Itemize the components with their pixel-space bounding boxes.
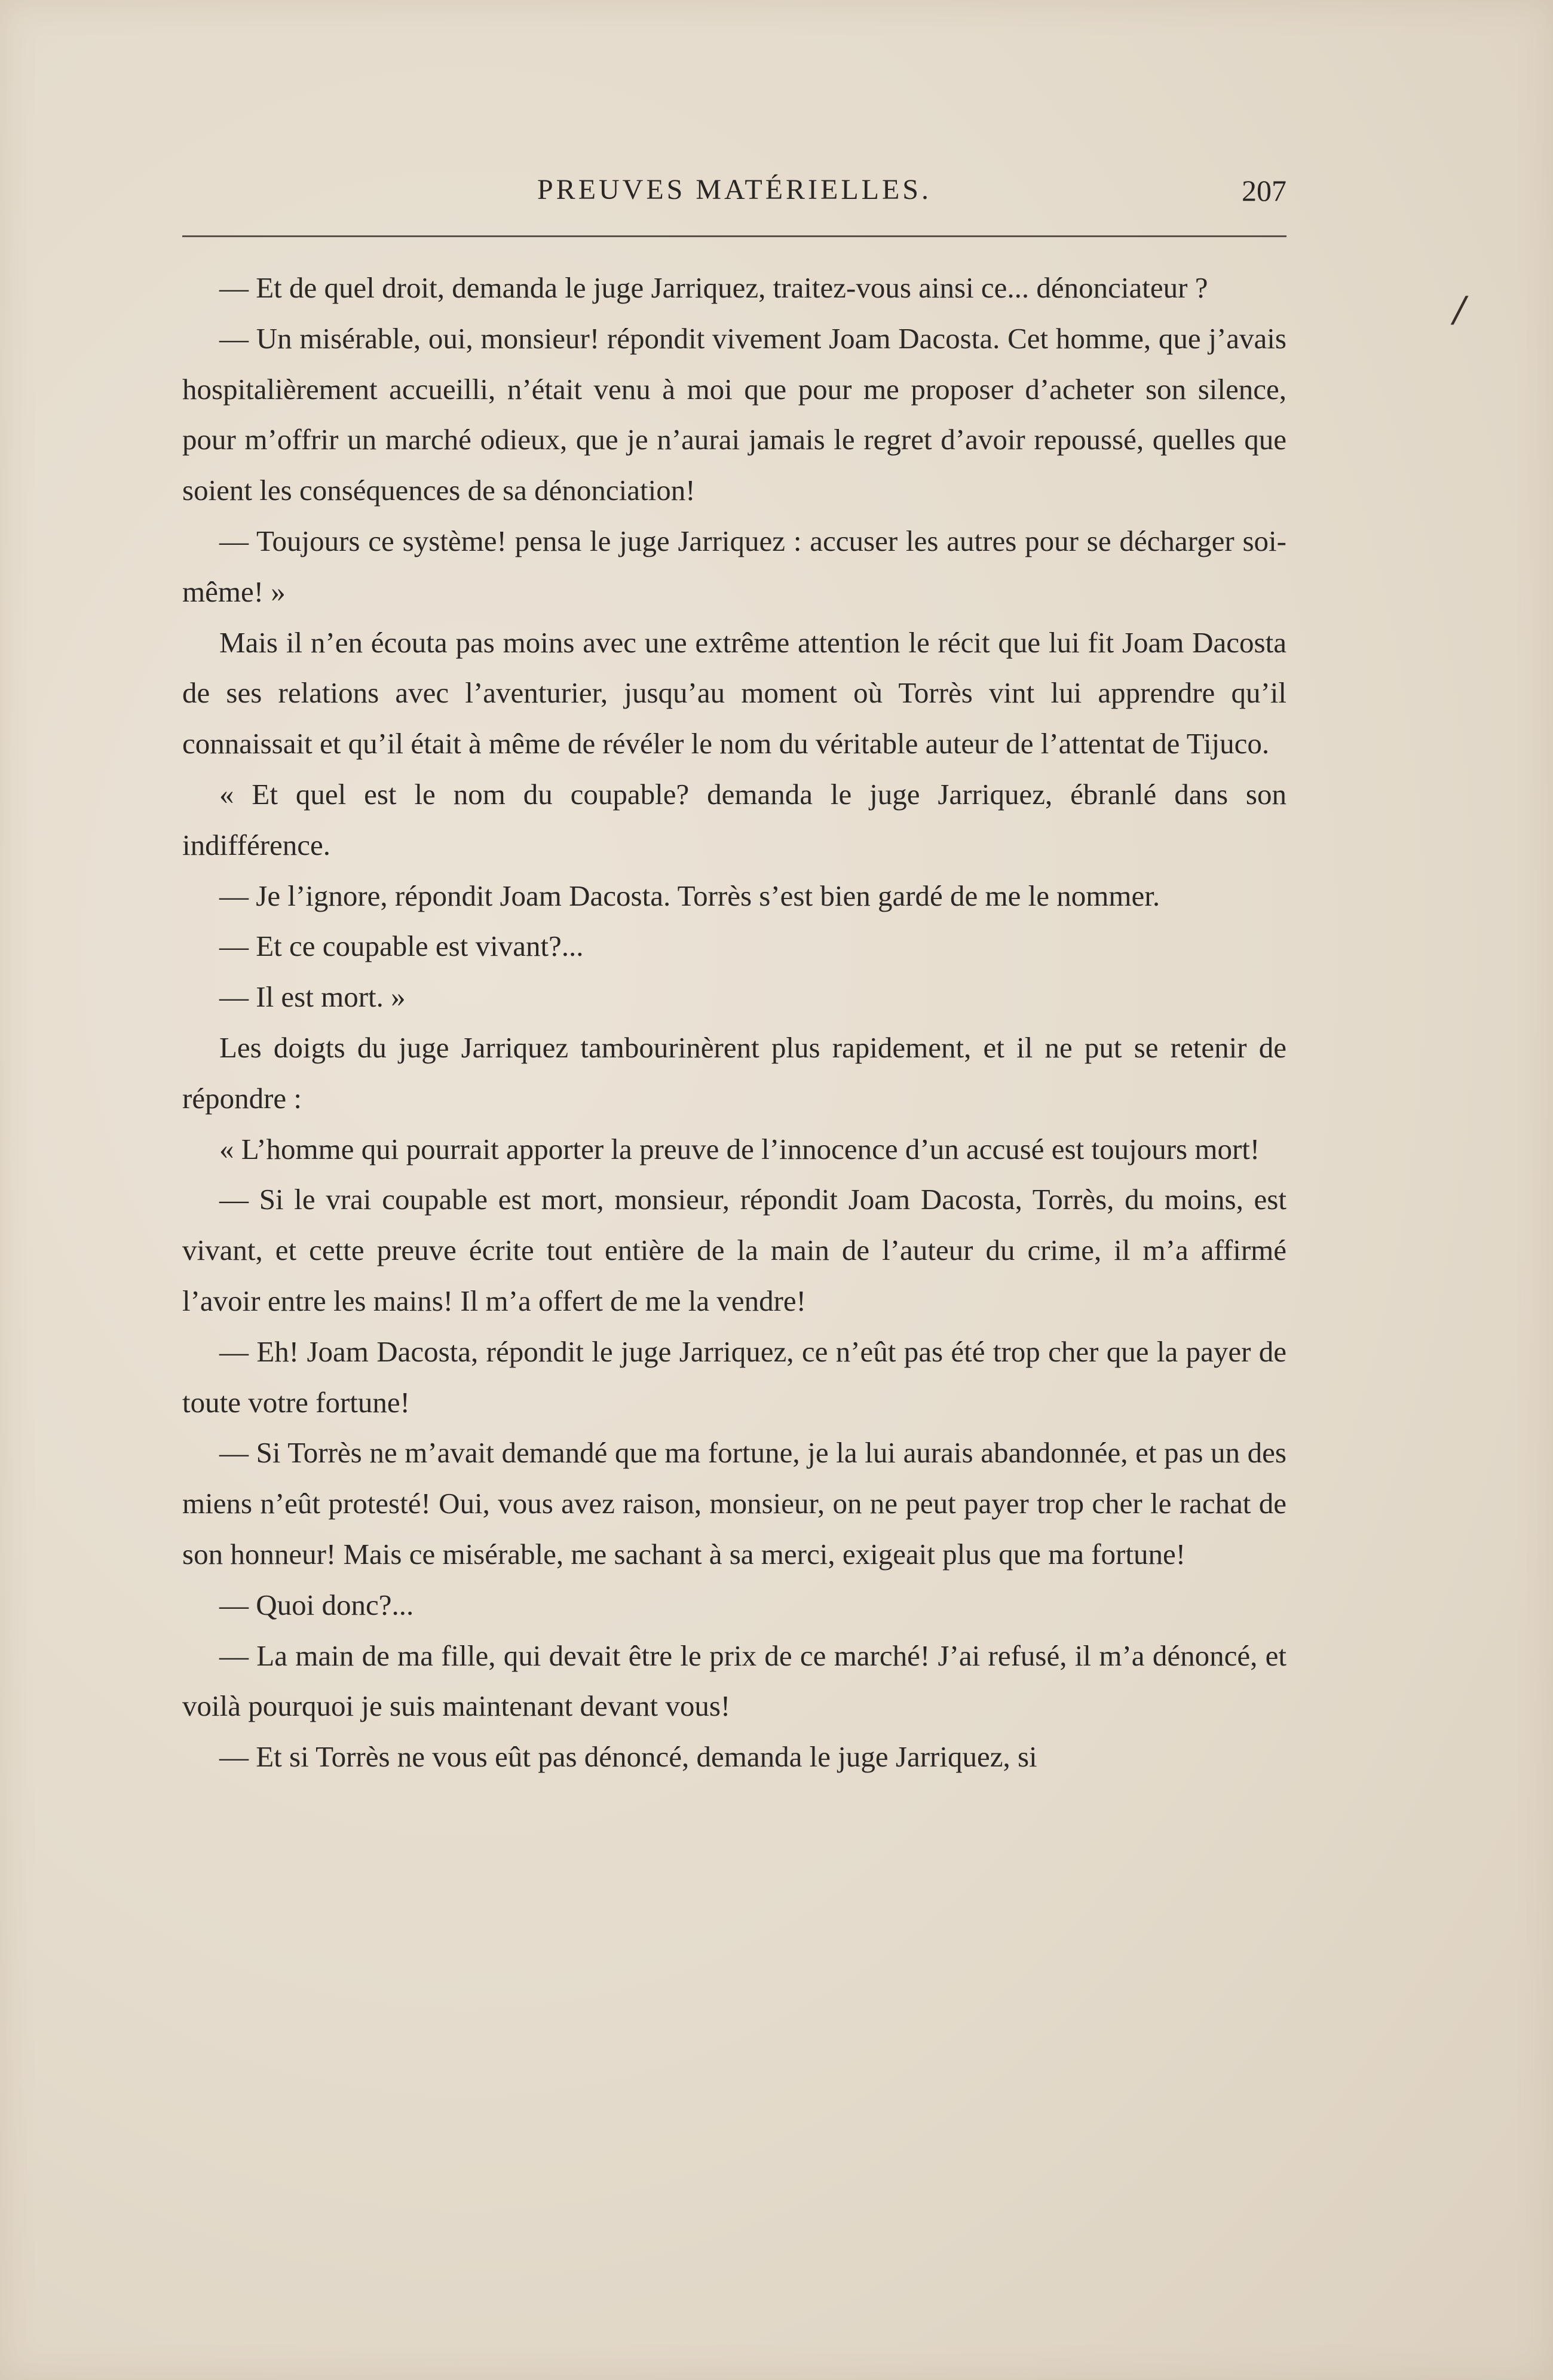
paragraph: — Eh! Joam Dacosta, répondit le juge Jarriquez, ce n’eût pas été trop cher que la payer de toute votre fortune! [182,1335,1286,1419]
paragraph: — Et si Torrès ne vous eût pas dénoncé, demanda le juge Jarriquez, si [219,1740,1037,1774]
paragraph: « L’homme qui pourrait apporter la preuve de l’innocence d’un accusé est toujours mort! [219,1132,1260,1166]
page-header [182,173,1286,209]
body-text [182,263,1286,1783]
paragraph: « Et quel est le nom du coupable? demanda le juge Jarriquez, ébranlé dans son indifférence. [182,777,1286,861]
paragraph: Mais il n’en écouta pas moins avec une extrême attention le récit que lui fit Joam Dacosta de ses relations avec l’aventurier, jusqu’au moment où Torrès vint lui apprendre qu’il connaissait et qu’il était à même de révéler le nom du véritable auteur de l’attentat de Tijuco. [182,625,1286,760]
margin-mark: / [1453,286,1466,334]
paragraph: — Si le vrai coupable est mort, monsieur, répondit Joam Dacosta, Torrès, du moins, est vivant, et cette preuve écrite tout entière de la main de l’auteur du crime, il m’a affirmé l’avoir entre les mains! Il m’a offert de me la vendre! [182,1183,1286,1317]
paragraph: — Je l’ignore, répondit Joam Dacosta. Torrès s’est bien gardé de me le nommer. [219,879,1160,912]
paragraph: — Et ce coupable est vivant?... [219,930,584,963]
header-rule [182,235,1286,237]
paragraph: — Et de quel droit, demanda le juge Jarriquez, traitez-vous ainsi ce... dénonciateur ? [219,271,1208,304]
paragraph: — Un misérable, oui, monsieur! répondit vivement Joam Dacosta. Cet homme, que j’avais hospitalièrement accueilli, n’était venu à moi que pour me proposer d’acheter son silence, pour m’offrir un marché odieux, que je n’aurai jamais le regret d’avoir repoussé, quelles que soient les conséquences de sa dénonciation! [182,321,1286,507]
paragraph: Les doigts du juge Jarriquez tambourinèrent plus rapidement, et il ne put se retenir de répondre : [182,1030,1286,1115]
paragraph: — Toujours ce système! pensa le juge Jarriquez : accuser les autres pour se décharger soi-même! » [182,524,1286,608]
page-number: 207 [1242,174,1286,207]
paragraph: — Si Torrès ne m’avait demandé que ma fortune, je la lui aurais abandonnée, et pas un des miens n’eût protesté! Oui, vous avez raison, monsieur, on ne peut payer trop cher le rachat de son honneur! Mais ce misérable, me sachant à sa merci, exigeait plus que ma fortune! [182,1436,1286,1571]
running-title: PREUVES MATÉRIELLES. [537,174,932,206]
paragraph: — Quoi donc?... [219,1588,414,1621]
paragraph: — La main de ma fille, qui devait être le prix de ce marché! J’ai refusé, il m’a dénoncé, et voilà pourquoi je suis maintenant devant vous! [182,1639,1286,1723]
paragraph: — Il est mort. » [219,980,406,1014]
